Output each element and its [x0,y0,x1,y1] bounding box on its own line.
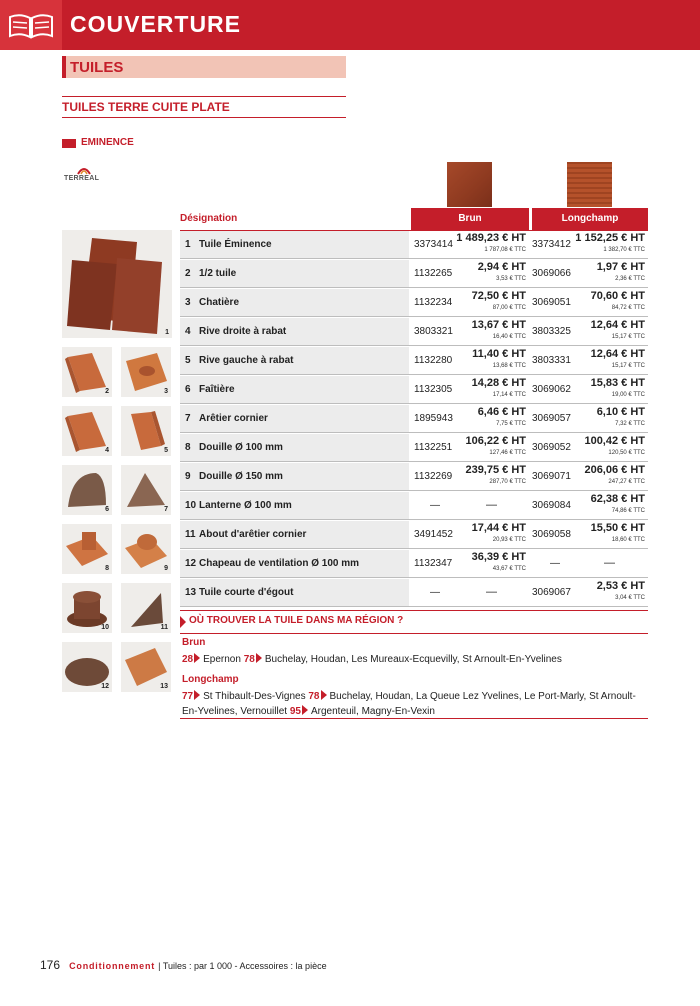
designation-cell [180,434,409,461]
product-thumbnail [121,642,171,692]
item-number: 5 [185,355,191,366]
product-thumbnail [62,642,112,692]
product-thumbnail [121,583,171,633]
longchamp-price-ttc: 18,60 € TTC [611,537,645,543]
page-title: COUVERTURE [70,11,242,37]
table-row [180,579,648,607]
conditionnement-label: Conditionnement [69,961,156,971]
dept-number: 78 [308,691,320,702]
page-header [0,0,700,50]
region-brun-title: Brun [182,637,206,648]
item-number: 8 [185,442,191,453]
brun-price-ht: — [486,499,497,511]
dept-towns: Epernon [203,654,241,665]
row-separator [180,432,648,433]
item-number: 6 [185,384,191,395]
row-separator [180,345,648,346]
table-row [180,260,648,288]
item-number: 10 [185,500,197,511]
brun-price-ttc: 17,14 € TTC [492,392,526,398]
item-number: 4 [185,326,191,337]
brun-code: 3373414 [414,239,453,250]
longchamp-code: 3069062 [532,384,571,395]
brun-price-ht: 1 489,23 € HT [456,232,526,244]
arrow-icon [302,705,308,715]
table-row [180,492,648,520]
thumbnail-number: 6 [105,506,109,513]
longchamp-code: 3069071 [532,471,571,482]
item-number: 12 [185,558,197,569]
section-marker [62,56,66,78]
item-number: 3 [185,297,191,308]
item-name: 1/2 tuile [199,268,237,279]
brun-code: 1132305 [414,384,453,395]
longchamp-price-ttc: 74,86 € TTC [611,508,645,514]
longchamp-price-ht: 12,64 € HT [590,319,645,331]
brun-price-ht: 2,94 € HT [477,261,526,273]
item-name: Lanterne Ø 100 mm [199,500,292,511]
longchamp-price-ht: 15,83 € HT [590,377,645,389]
row-separator [180,577,648,578]
item-name: Chatière [199,297,240,308]
tile-image-icon [62,230,172,338]
dept-number: 78 [243,654,255,665]
longchamp-price-ht: 1 152,25 € HT [575,232,645,244]
product-thumbnail [62,583,112,633]
longchamp-price-ht: — [604,557,615,569]
brun-price-ttc: 87,00 € TTC [492,305,526,311]
table-row [180,231,648,259]
designation-cell [180,289,409,316]
brun-price-ht: 239,75 € HT [465,464,526,476]
longchamp-price-ht: 12,64 € HT [590,348,645,360]
table-row [180,463,648,491]
longchamp-price-ttc: 1 382,70 € TTC [603,247,645,253]
dept-towns: St Thibault-Des-Vignes [203,691,306,702]
item-name: Rive gauche à rabat [199,355,294,366]
arrow-icon [256,653,262,663]
brun-price-ht: 6,46 € HT [477,406,526,418]
thumbnail-number: 11 [160,624,168,631]
product-thumbnail [121,406,171,456]
product-thumbnail [62,465,112,515]
row-separator [180,461,648,462]
brun-price-ttc: 13,68 € TTC [492,363,526,369]
brun-price-ht: 17,44 € HT [471,522,526,534]
thumbnail-number: 10 [101,624,109,631]
product-thumbnail [62,230,172,338]
row-separator [180,258,648,259]
brun-price-ht: 11,40 € HT [472,348,526,360]
table-row [180,289,648,317]
brun-code: 1132280 [414,355,453,366]
brun-code: 1132234 [414,297,453,308]
thumbnail-number: 13 [160,683,168,690]
table-row [180,376,648,404]
thumbnail-number: 2 [105,388,109,395]
thumbnail-number: 1 [165,329,169,336]
longchamp-price-ht: 70,60 € HT [590,290,645,302]
designation-cell [180,463,409,490]
brun-price-ht: 106,22 € HT [465,435,526,447]
product-thumbnail [62,524,112,574]
thumbnail-number: 3 [164,388,168,395]
longchamp-price-ttc: 19,00 € TTC [611,392,645,398]
table-row [180,550,648,578]
longchamp-price-ttc: 247,27 € TTC [608,479,645,485]
section-title-bar [62,56,346,78]
thumbnail-number: 4 [105,447,109,454]
brun-code: — [430,500,440,511]
table-row [180,347,648,375]
column-header-longchamp: Longchamp [532,208,648,230]
row-separator [180,548,648,549]
longchamp-code: 3069051 [532,297,571,308]
region-brun-list [182,652,648,667]
page-number: 176 [40,958,61,972]
item-name: Douille Ø 150 mm [199,471,283,482]
designation-cell [180,260,409,287]
item-name: Douille Ø 100 mm [199,442,283,453]
longchamp-code: 3069066 [532,268,571,279]
item-name: Faîtière [199,384,235,395]
item-number: 13 [185,587,197,598]
brun-code: 1132251 [414,442,453,453]
item-name: Tuile courte d'égout [199,587,294,598]
section-bottom-rule [180,718,648,719]
designation-cell [180,405,409,432]
arrow-icon [194,653,200,663]
brun-code: 1895943 [414,413,453,424]
dept-number: 77 [182,691,194,702]
product-thumbnail [121,524,171,574]
item-number: 7 [185,413,191,424]
longchamp-code: 3803325 [532,326,571,337]
thumbnail-number: 8 [105,565,109,572]
item-number: 11 [185,529,196,540]
row-separator [180,403,648,404]
row-separator [180,519,648,520]
row-separator [180,287,648,288]
region-longchamp-title: Longchamp [182,674,239,685]
brun-price-ht: 14,28 € HT [471,377,526,389]
designation-cell [180,231,409,258]
brun-price-ttc: 3,53 € TTC [496,276,526,282]
brun-code: 1132269 [414,471,453,482]
brun-code: 3803321 [414,326,453,337]
longchamp-price-ttc: 84,72 € TTC [611,305,645,311]
thumbnail-number: 12 [101,683,109,690]
item-name: Rive droite à rabat [199,326,287,337]
dept-number: 28 [182,654,194,665]
brun-price-ht: 13,67 € HT [471,319,526,331]
page-footer [40,958,327,972]
where-to-find-header [180,610,648,634]
arrow-icon [194,690,200,700]
item-name: Arêtier cornier [199,413,268,424]
dept-towns: Buchelay, Houdan, La Queue Lez Yvelines, Le Port-Marly, St Arnoult-En-Yvelines, Vernouillet [182,691,636,717]
subsection-title: TUILES TERRE CUITE PLATE [62,100,230,114]
column-header-brun: Brun [411,208,529,230]
brun-code: 3491452 [414,529,453,540]
longchamp-code: 3069057 [532,413,571,424]
designation-cell [180,492,409,519]
longchamp-price-ht: 62,38 € HT [590,493,645,505]
arrow-icon [180,616,186,628]
book-icon [0,0,62,50]
swatch-longchamp [567,162,612,207]
designation-cell [180,550,409,577]
swatch-brun [447,162,492,207]
designation-cell [180,579,409,606]
subsection-header [62,96,346,118]
row-separator [180,490,648,491]
brun-price-ht: 36,39 € HT [471,551,526,563]
longchamp-price-ht: 206,06 € HT [584,464,645,476]
table-row [180,318,648,346]
longchamp-price-ttc: 2,36 € TTC [615,276,645,282]
product-thumbnail [121,465,171,515]
longchamp-code: 3069052 [532,442,571,453]
table-row [180,434,648,462]
longchamp-code: 3069058 [532,529,571,540]
brun-price-ttc: 1 787,08 € TTC [484,247,526,253]
longchamp-code: 3069067 [532,587,571,598]
designation-header: Désignation [180,213,238,224]
longchamp-price-ttc: 120,50 € TTC [608,450,645,456]
longchamp-price-ht: 1,97 € HT [596,261,645,273]
brun-price-ttc: 287,70 € TTC [489,479,526,485]
item-name: About d'arêtier cornier [199,529,307,540]
range-name: EMINENCE [81,137,134,148]
conditionnement-info: | Tuiles : par 1 000 - Accessoires : la pièce [158,961,327,971]
brun-price-ttc: 7,75 € TTC [496,421,526,427]
longchamp-code: — [550,558,560,569]
region-longchamp-list [182,689,648,719]
brand-logo-text: TERREAL [64,175,100,182]
row-separator [180,606,648,607]
brun-code: 1132265 [414,268,453,279]
longchamp-code: 3069084 [532,500,571,511]
brun-price-ttc: 43,67 € TTC [492,566,526,572]
longchamp-price-ht: 6,10 € HT [596,406,645,418]
designation-cell [180,521,409,548]
brun-price-ht: — [486,586,497,598]
item-number: 2 [185,268,191,279]
where-to-find-title: OÙ TROUVER LA TUILE DANS MA RÉGION ? [189,615,404,626]
brun-price-ttc: 16,40 € TTC [492,334,526,340]
arrow-icon [321,690,327,700]
item-name: Tuile Éminence [199,239,272,250]
longchamp-price-ht: 2,53 € HT [596,580,645,592]
item-number: 9 [185,471,191,482]
range-square-icon [62,139,76,148]
longchamp-price-ttc: 3,04 € TTC [615,595,645,601]
longchamp-price-ttc: 15,17 € TTC [611,363,645,369]
longchamp-code: 3803331 [532,355,571,366]
brun-code: — [430,587,440,598]
designation-cell [180,376,409,403]
section-title: TUILES [70,59,124,76]
brand-logo [64,163,104,185]
dept-towns: Argenteuil, Magny-En-Vexin [310,706,435,717]
dept-towns: Buchelay, Houdan, Les Mureaux-Ecquevilly, St Arnoult-En-Yvelines [264,654,562,665]
longchamp-price-ht: 100,42 € HT [584,435,645,447]
longchamp-price-ttc: 7,32 € TTC [615,421,645,427]
product-thumbnail [62,406,112,456]
row-separator [180,374,648,375]
designation-cell [180,347,409,374]
brun-code: 1132347 [414,558,453,569]
brun-price-ttc: 127,46 € TTC [489,450,526,456]
dept-number: 95 [289,706,301,717]
product-thumbnail [121,347,171,397]
longchamp-price-ttc: 15,17 € TTC [611,334,645,340]
longchamp-code: 3373412 [532,239,571,250]
item-name: Chapeau de ventilation Ø 100 mm [199,558,360,569]
table-row [180,405,648,433]
item-number: 1 [185,239,191,250]
thumbnail-number: 7 [164,506,168,513]
row-separator [180,316,648,317]
table-row [180,521,648,549]
thumbnail-number: 9 [164,565,168,572]
product-thumbnail [62,347,112,397]
longchamp-price-ht: 15,50 € HT [590,522,645,534]
thumbnail-number: 5 [164,447,168,454]
brun-price-ttc: 20,93 € TTC [492,537,526,543]
designation-cell [180,318,409,345]
brun-price-ht: 72,50 € HT [471,290,526,302]
